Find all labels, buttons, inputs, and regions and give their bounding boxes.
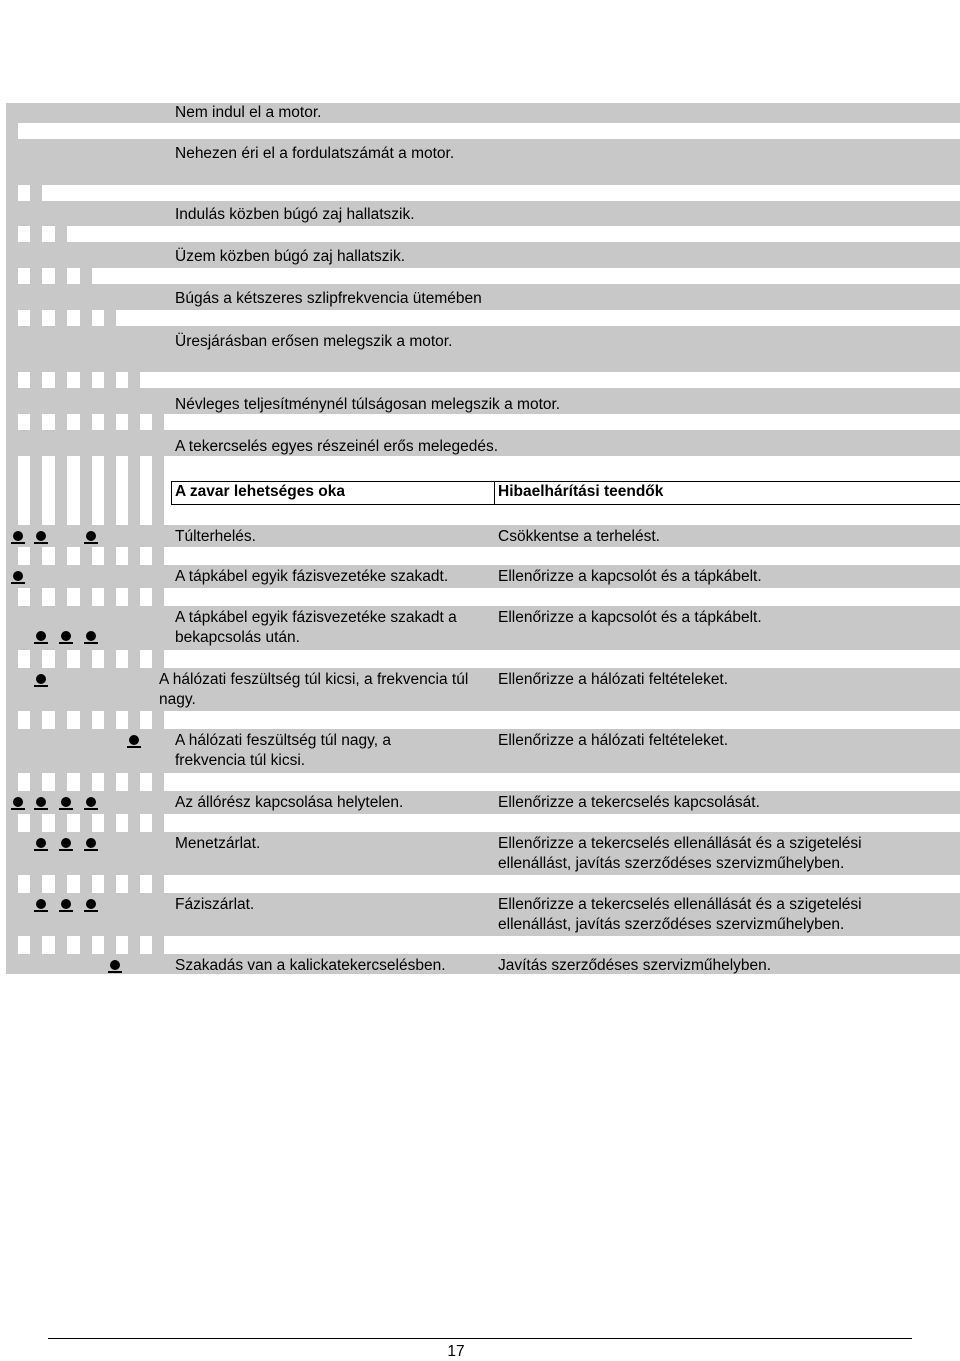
remedy-cell: Ellenőrizze a kapcsolót és a tápkábelt.: [498, 568, 762, 585]
symptom-mark-3: [61, 797, 71, 807]
symptom-mark-2: [36, 531, 46, 541]
cause-cell: Menetzárlat.: [175, 835, 261, 852]
symptom-mark-5: [110, 960, 120, 970]
remedy-cell: Ellenőrizze a hálózati feltételeket.: [498, 732, 729, 749]
symptom-5: Búgás a kétszeres szlipfrekvencia ütemében: [175, 290, 482, 307]
remedy-cell: Ellenőrizze a hálózati feltételeket.: [498, 671, 729, 688]
remedy-cell: Csökkentse a terhelést.: [498, 528, 660, 545]
cause-cell: A tápkábel egyik fázisvezetéke szakadt a bekapcsolás után.: [175, 609, 457, 646]
symptom-3: Indulás közben búgó zaj hallatszik.: [175, 206, 415, 223]
remedy-cell: Ellenőrizze a tekercselés ellenállását és a szigetelési ellenállást, javítás szerződéses szervizműhelyben.: [498, 896, 862, 933]
symptom-1: Nem indul el a motor.: [175, 104, 322, 121]
table-column-header: [171, 481, 960, 505]
symptom-mark-2: [36, 838, 46, 848]
footer-rule: [48, 1338, 912, 1339]
symptom-mark-4: [86, 838, 96, 848]
symptom-mark-2: [36, 631, 46, 641]
symptom-6: Üresjárásban erősen melegszik a motor.: [175, 333, 453, 350]
symptom-mark-4: [86, 899, 96, 909]
cause-cell: Az állórész kapcsolása helytelen.: [175, 794, 404, 811]
remedy-column-header: Hibaelhárítási teendők: [498, 483, 664, 500]
cause-cell: Fáziszárlat.: [175, 896, 255, 913]
symptom-mark-1: [13, 571, 23, 581]
symptom-mark-2: [36, 674, 46, 684]
remedy-cell: Ellenőrizze a tekercselés ellenállását és a szigetelési ellenállást, javítás szerződéses szervizműhelyben.: [498, 835, 862, 872]
symptom-mark-4: [86, 531, 96, 541]
symptom-mark-1: [13, 531, 23, 541]
symptom-mark-4: [86, 797, 96, 807]
symptom-mark-2: [36, 899, 46, 909]
remedy-cell: Ellenőrizze a tekercselés kapcsolását.: [498, 794, 760, 811]
symptom-mark-2: [36, 797, 46, 807]
cause-column-header: A zavar lehetséges oka: [175, 483, 346, 500]
remedy-cell: Javítás szerződéses szervizműhelyben.: [498, 957, 772, 974]
cause-cell: Túlterhelés.: [175, 528, 256, 545]
symptom-mark-1: [13, 797, 23, 807]
symptom-4: Üzem közben búgó zaj hallatszik.: [175, 248, 406, 265]
symptom-mark-3: [61, 631, 71, 641]
cause-cell: Szakadás van a kalickatekercselésben.: [175, 957, 446, 974]
symptom-8: A tekercselés egyes részeinél erős melegedés.: [175, 438, 499, 455]
symptom-mark-3: [61, 838, 71, 848]
symptom-2: Nehezen éri el a fordulatszámát a motor.: [175, 145, 455, 162]
cause-cell: A hálózati feszültség túl nagy, a frekvencia túl kicsi.: [175, 732, 391, 769]
cause-cell: A tápkábel egyik fázisvezetéke szakadt.: [175, 568, 449, 585]
cause-cell: A hálózati feszültség túl kicsi, a frekvencia túl nagy.: [159, 671, 469, 708]
symptom-mark-6: [129, 735, 139, 745]
symptom-7: Névleges teljesítménynél túlságosan melegszik a motor.: [175, 396, 561, 413]
symptom-mark-4: [86, 631, 96, 641]
page-number: 17: [447, 1343, 465, 1360]
remedy-cell: Ellenőrizze a kapcsolót és a tápkábelt.: [498, 609, 762, 626]
symptom-mark-3: [61, 899, 71, 909]
